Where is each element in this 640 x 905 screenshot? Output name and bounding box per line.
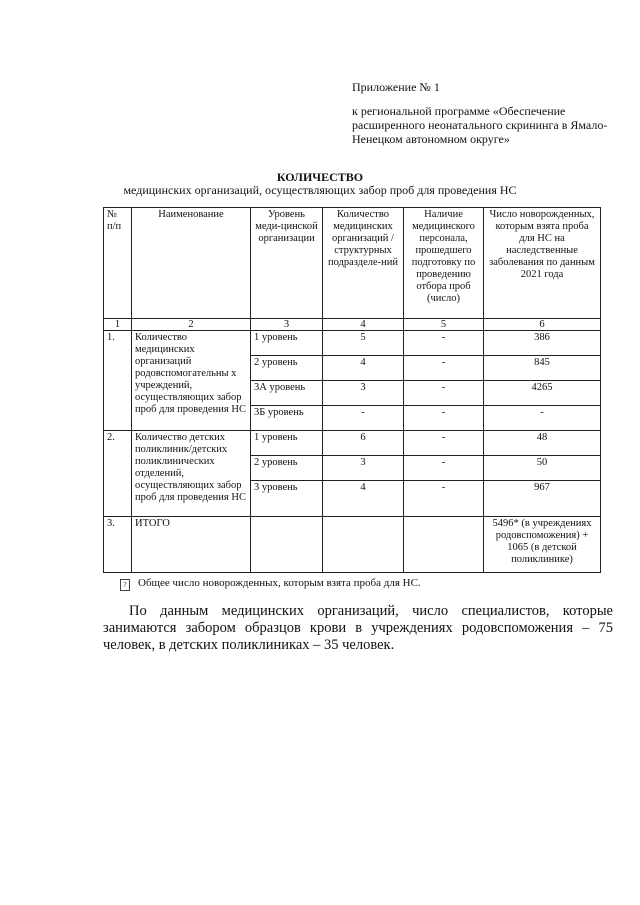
table-row bbox=[104, 331, 601, 356]
header-cell: № п/п bbox=[104, 208, 132, 319]
column-number: 3 bbox=[251, 319, 323, 331]
table-header-row bbox=[104, 208, 601, 319]
staff-cell: - bbox=[404, 431, 484, 456]
column-number: 1 bbox=[104, 319, 132, 331]
empty-cell bbox=[251, 517, 323, 573]
total-value: 5496* (в учреждениях родовспоможения) + 1065 (в детской поликлинике) bbox=[484, 517, 601, 573]
document-title: КОЛИЧЕСТВО bbox=[276, 170, 364, 184]
count-cell: 3 bbox=[323, 456, 404, 481]
newborns-cell: 4265 bbox=[484, 381, 601, 406]
header-cell: Наименование bbox=[132, 208, 251, 319]
count-cell: 4 bbox=[323, 356, 404, 381]
footnote-marker-icon: ? bbox=[120, 579, 130, 591]
newborns-cell: 967 bbox=[484, 481, 601, 517]
level-cell: 3Б уровень bbox=[251, 406, 323, 431]
staff-cell: - bbox=[404, 356, 484, 381]
row-name: Количество детских поликлиник/детских поликлинических отделений, осуществляющих забор проб для проведения НС bbox=[132, 431, 251, 517]
header-cell: Количество медицинских организаций /структурных подразделе-ний bbox=[323, 208, 404, 319]
newborns-cell: 50 bbox=[484, 456, 601, 481]
row-number: 3. bbox=[104, 517, 132, 573]
newborns-cell: - bbox=[484, 406, 601, 431]
column-number: 5 bbox=[404, 319, 484, 331]
appendix-title: Приложение № 1 bbox=[352, 80, 440, 94]
staff-cell: - bbox=[404, 456, 484, 481]
total-label: ИТОГО bbox=[132, 517, 251, 573]
footnote-text: Общее число новорожденных, которым взята проба для НС. bbox=[138, 577, 421, 589]
count-cell: 5 bbox=[323, 331, 404, 356]
count-cell: 4 bbox=[323, 481, 404, 517]
staff-cell: - bbox=[404, 481, 484, 517]
total-row bbox=[104, 517, 601, 573]
footnote bbox=[120, 577, 421, 591]
empty-cell bbox=[404, 517, 484, 573]
header-cell: Уровень меди-цинской организации bbox=[251, 208, 323, 319]
level-cell: 1 уровень bbox=[251, 331, 323, 356]
newborns-cell: 845 bbox=[484, 356, 601, 381]
column-number: 6 bbox=[484, 319, 601, 331]
row-name: Количество медицинских организаций родовспомогательны х учреждений, осуществляющих забор проб для проведения НС bbox=[132, 331, 251, 431]
row-number: 2. bbox=[104, 431, 132, 517]
staff-cell: - bbox=[404, 381, 484, 406]
level-cell: 2 уровень bbox=[251, 456, 323, 481]
header-cell: Наличие медицинского персонала, прошедшего подготовку по проведению отбора проб (число) bbox=[404, 208, 484, 319]
level-cell: 3А уровень bbox=[251, 381, 323, 406]
newborns-cell: 48 bbox=[484, 431, 601, 456]
column-number-row bbox=[104, 319, 601, 331]
newborns-cell: 386 bbox=[484, 331, 601, 356]
staff-cell: - bbox=[404, 331, 484, 356]
header-cell: Число новорожденных, которым взята проба для НС на наследственные заболевания по данным 2021 года bbox=[484, 208, 601, 319]
appendix-description: к региональной программе «Обеспечение расширенного неонатального скрининга в Ямало-Ненецком автономном округе» bbox=[352, 104, 608, 146]
empty-cell bbox=[323, 517, 404, 573]
level-cell: 2 уровень bbox=[251, 356, 323, 381]
summary-paragraph: По данным медицинских организаций, число специалистов, которые занимаются забором образцов крови в учреждениях родовспоможения – 75 человек, в детских поликлиниках – 35 человек. bbox=[103, 603, 613, 653]
table-row bbox=[104, 431, 601, 456]
staff-cell: - bbox=[404, 406, 484, 431]
count-cell: 6 bbox=[323, 431, 404, 456]
count-cell: 3 bbox=[323, 381, 404, 406]
column-number: 4 bbox=[323, 319, 404, 331]
level-cell: 1 уровень bbox=[251, 431, 323, 456]
count-cell: - bbox=[323, 406, 404, 431]
row-number: 1. bbox=[104, 331, 132, 431]
document-subtitle: медицинских организаций, осуществляющих забор проб для проведения НС bbox=[123, 183, 517, 197]
organizations-table bbox=[103, 207, 601, 573]
level-cell: 3 уровень bbox=[251, 481, 323, 517]
column-number: 2 bbox=[132, 319, 251, 331]
